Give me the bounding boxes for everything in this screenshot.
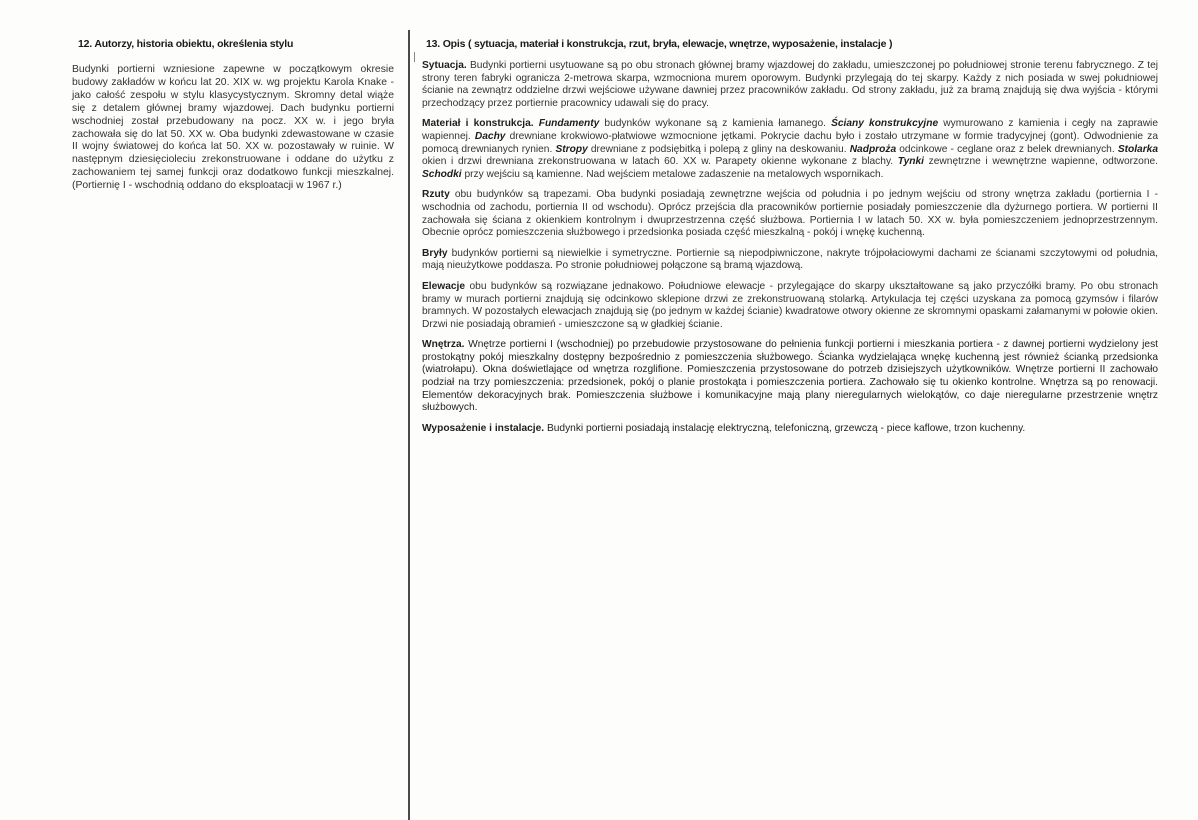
divider-mark <box>414 52 415 62</box>
term-tynki: Tynki <box>897 156 925 168</box>
term-stolarka: Stolarka <box>1117 143 1159 155</box>
term-sciany: Ściany konstrukcyjne <box>831 118 939 130</box>
lead-material: Materiał i konstrukcja. <box>422 118 534 130</box>
text-fundamenty: budynków wykonane są z kamienia łamanego. <box>599 118 832 130</box>
text-rzuty: obu budynków są trapezami. Oba budynki posiadają zewnętrzne wejścia od południa i po jednym wejściu od strony wnętrza zakładu (portiernia I - wschodnia od zachodu, portiernia II od wschodu). Oprócz przejścia dla pracowników portiernie posiadały pomieszczenie dla dyżurnego portiera. W portierni II zachowała się ściana z okienkiem kontrolnym i dwuprzestrzenna część służbowa. Portiernia I w latach 50. XX w. była pomieszczeniem jednoprzestrzennym. Obecnie oprócz pomieszczenia służbowego i przedsionka posiada część mieszkalną - pokój i wnękę kuchenną. <box>422 189 1158 239</box>
paragraph-material <box>422 118 1158 181</box>
paragraph-wnetrza <box>422 339 1158 415</box>
paragraph-sytuacja <box>422 60 1158 110</box>
paragraph-elewacje <box>422 281 1158 331</box>
text-schodki: przy wejściu są kamienne. Nad wejściem metalowe zadaszenie na metalowych wspornikach. <box>461 168 884 180</box>
text-tynki: zewnętrzne i wewnętrzne wapienne, odtworzone. <box>924 156 1158 168</box>
text-stropy: drewniane z podsiębitką i polepą z gliny na deskowaniu. <box>587 143 850 155</box>
text-dachy: drewniane krokwiowo-płatwiowe wzmocnione jętkami. Pokrycie dachu było i zostało utrzymane w formie tradycyjnej (gont). Odwodnienie za pomocą drewnianych rynien. <box>422 130 1158 155</box>
history-paragraph: Budynki portierni wzniesione zapewne w początkowym okresie budowy zakładów w końcu lat 20. XIX w. wg projektu Karola Knake - jako całość zespołu w stylu klasycystycznym. Skromny detal wiąże się z detalem głównej bramy wjazdowej. Dach budynku portierni wschodniej został przebudowany na pocz. XX w. i jego bryła zachowała się do lat 50. XX w. Oba budynki zdewastowane w czasie II wojny światowej do końca lat 50. XX w. pozostawały w ruinie. W następnym dziesięcioleciu zrekonstruowane i oddane do użytku z zachowaniem tej samej funkcji oraz dodatkowo funkcji mieszkalnej. (Portiernię I - wschodnią oddano do eksploatacji w 1967 r.) <box>72 64 394 192</box>
paragraph-bryly <box>422 248 1158 273</box>
text-wyposazenie: Budynki portierni posiadają instalację elektryczną, telefoniczną, grzewczą - piece kaflowe, trzon kuchenny. <box>544 422 1026 434</box>
term-schodki: Schodki <box>422 168 462 180</box>
text-bryly: budynków portierni są niewielkie i symetryczne. Portiernie są niepodpiwniczone, nakryte trójpołaciowymi dachami ze ścianami szczytowymi od południa, mają nieużytkowe poddasza. Po stronie południowej połączone są bramą wjazdową. <box>422 247 1158 272</box>
column-divider <box>408 30 410 820</box>
text-elewacje: obu budynków są rozwiązane jednakowo. Południowe elewacje - przylegające do skarpy ukształtowane są jako przyczółki bramy. Po obu stronach bramy w murach portierni znajdują się odcinkowo sklepione drzwi ze zrekonstruowaną stolarką. Artykulacja tej części uzyskana za pomocą gzymsów i filarów bramnych. W pozostałych elewacjach znajdują się (po jednym w każdej ścianie) kwadratowe otwory okienne ze skromnymi opaskami załamanymi w połowie okien. Drzwi nie posiadają obramień - umieszczone są w gładkiej ścianie. <box>422 280 1158 330</box>
text-stolarka: okien i drzwi drewniana zrekonstruowana w latach 60. XX w. Parapety okienne wykonane z blachy. <box>422 156 898 168</box>
text-nadproza: odcinkowe - ceglane oraz z belek drewnianych. <box>896 143 1118 155</box>
lead-rzuty: Rzuty <box>422 189 450 201</box>
lead-sytuacja: Sytuacja. <box>422 60 467 71</box>
lead-elewacje: Elewacje <box>422 280 466 292</box>
left-column <box>72 38 394 201</box>
lead-wnetrza: Wnętrza. <box>422 339 465 351</box>
term-dachy: Dachy <box>474 130 506 142</box>
lead-bryly: Bryły <box>422 247 448 259</box>
lead-wyposazenie: Wyposażenie i instalacje. <box>422 422 545 434</box>
term-fundamenty: Fundamenty <box>538 118 600 130</box>
text-sciany: wymurowano z kamienia i cegły na zaprawie wapiennej. <box>422 118 1158 142</box>
paragraph-rzuty <box>422 189 1158 239</box>
text-wnetrza: Wnętrze portierni I (wschodniej) po przebudowie przystosowane do pełnienia funkcji portierni i mieszkania portiera - z dawnej portierni wydzielony jest prostokątny pokój mieszkalny dostępny bezpośrednio z pomieszczenia służbowego. Ścianka wydzielająca wnękę kuchenną jest również ścianką przedsionka (wiatrołapu). Okna doświetlające od wnętrza rozglifione. Pomieszczenia przystosowane do potrzeb dzisiejszych użytkowników. Wnętrze portierni II zachowało podział na trzy pomieszczenia: przedsionek, pokój o planie prostokąta i pomieszczenia portiera. Zachowało się tu okienko kontrolne. Wnętrza są po renowacji. Elementów dekoracyjnych brak. Pomieszczenia służbowe i komunikacyjne mają plany nieregularnych wielokątów, co daje nieregularne przestrzenie wnętrz służbowych. <box>422 339 1158 414</box>
paragraph-wyposazenie <box>422 423 1158 436</box>
text-sytuacja: Budynki portierni usytuowane są po obu stronach głównej bramy wjazdowej do zakładu, umieszczonej po południowej stronie terenu fabrycznego. Z tej strony teren fabryki ogranicza 2-metrowa skarpa, wzmocniona murem oporowym. Budynki przylegają do tej skarpy. Każdy z nich posiada w swej południowej ścianie na zewnątrz oddzielne drzwi wejściowe używane dawniej przez pracowników zakładu. Od strony zakładu, już za bramą znajdują się dwa wyjścia - którymi przechodzący przez portiernie pracownicy udawali się do pracy. <box>422 60 1158 109</box>
term-stropy: Stropy <box>555 143 588 155</box>
term-nadproza: Nadproża <box>849 143 897 155</box>
section-heading-authors-history: 12. Autorzy, historia obiektu, określenia stylu <box>78 38 294 50</box>
right-column <box>422 38 1158 443</box>
section-heading-description: 13. Opis ( sytuacja, materiał i konstrukcja, rzut, bryła, elewacje, wnętrze, wyposażenie, instalacje ) <box>426 38 893 50</box>
